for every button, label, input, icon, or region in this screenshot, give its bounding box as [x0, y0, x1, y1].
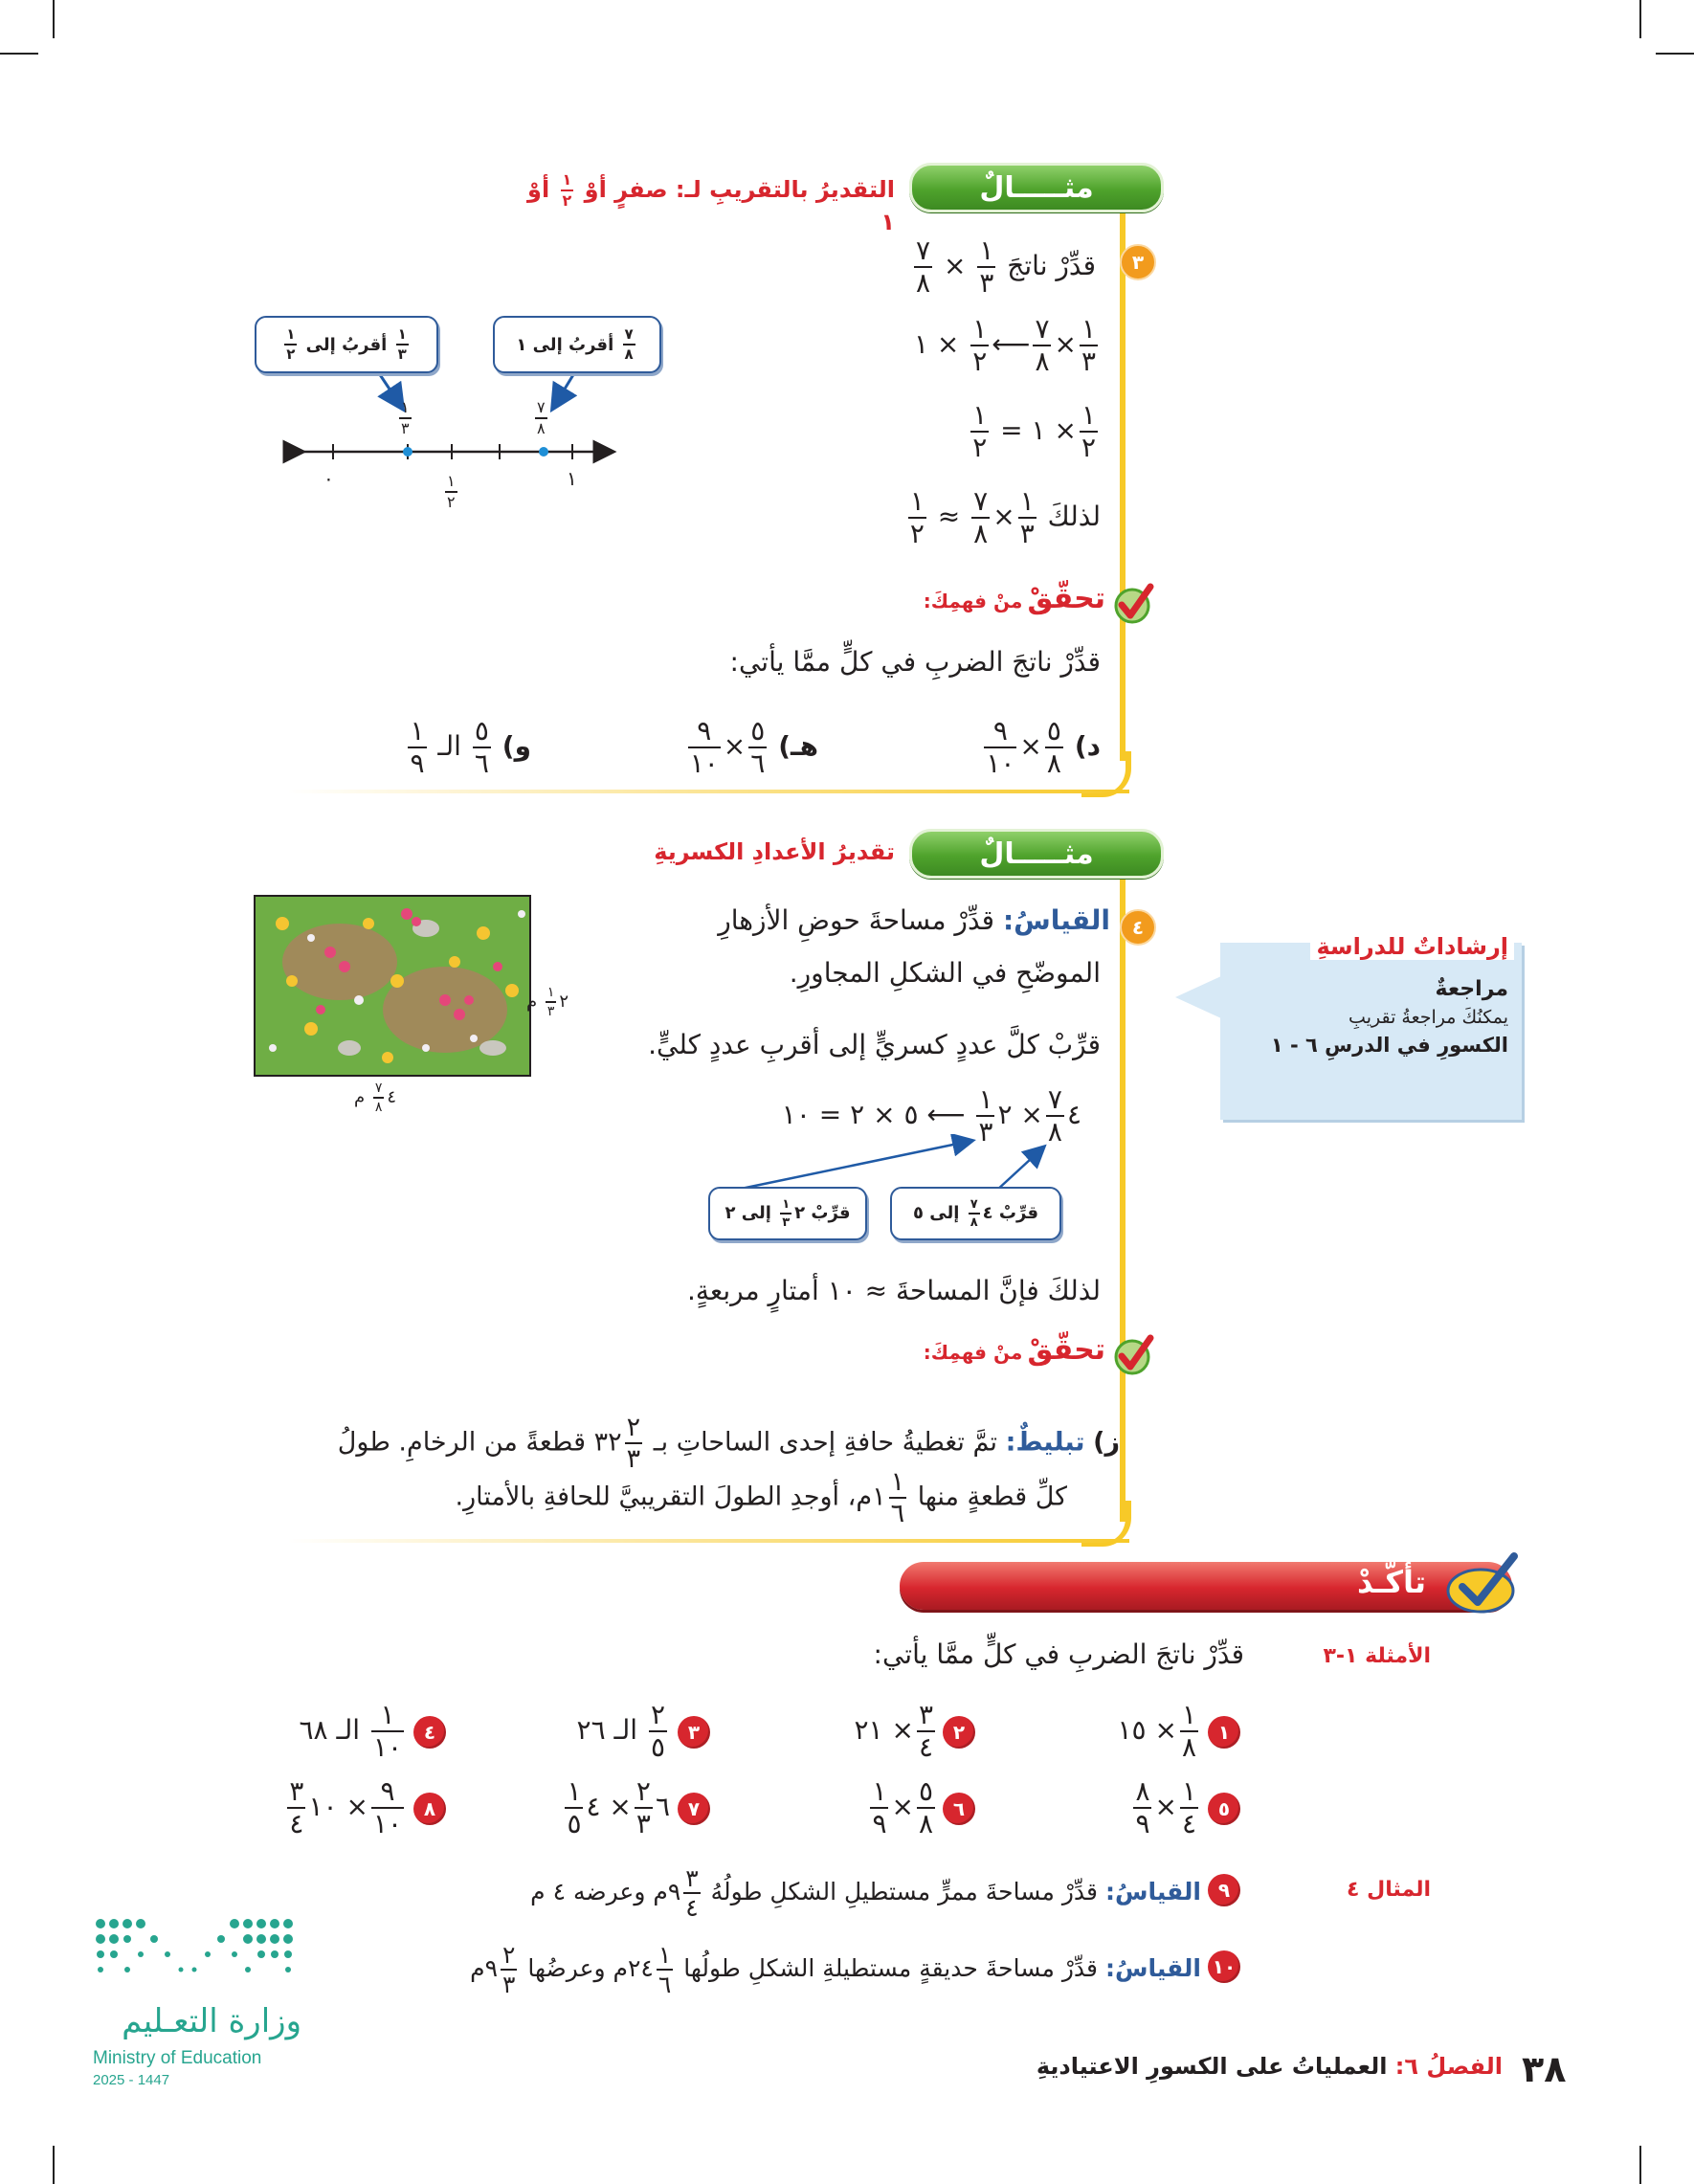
- question-expr: ٩ ١٠ × ١٠ ٣ ٤: [289, 1775, 402, 1839]
- part-label: هـ): [778, 730, 818, 762]
- example-frame-bottom: [287, 790, 1129, 793]
- step-3: لذلكَ ١ ٣ × ٧ ٨ ≈ ١ ٢: [909, 485, 1101, 549]
- question-number: ٦: [943, 1793, 975, 1825]
- confirm-instruction: قدِّرْ ناتجَ الضربِ في كلٍّ ممَّا يأتي:: [873, 1638, 1244, 1670]
- callout-text: قرِّبْ ٤ ٧ ٨ إلى ٥: [913, 1197, 1038, 1230]
- question-number: ١: [1208, 1716, 1240, 1749]
- callout-round-b: [708, 1187, 867, 1240]
- part-d: د) ٥ ٨ × ٩ ١٠: [986, 715, 1101, 779]
- chapter-name: العملياتُ على الكسورِ الاعتياديةِ: [1036, 2053, 1388, 2080]
- question-number: ٣: [678, 1716, 710, 1749]
- bed-height-label: ٢ ١ ٣ م: [526, 985, 569, 1019]
- check-icon: [1108, 579, 1156, 627]
- ministry-name-ar: وزارة التعـليم: [122, 2002, 301, 2040]
- study-tips-line2: الكسورِ في الدرسِ ٦ - ١: [1270, 1034, 1508, 1057]
- study-tips-pointer: [1175, 976, 1223, 1024]
- step-2: ١ ٢ × ١ = ١ ٢: [972, 399, 1096, 463]
- prompt-text: قدِّرْ ناتجَ: [1007, 250, 1096, 281]
- study-tips-box: [1220, 933, 1522, 1120]
- example4-conclusion: لذلكَ فإنَّ المساحةَ ≈ ١٠ أمتارٍ مربعةٍ.: [686, 1275, 1101, 1306]
- question-expr: ٦ ٢ ٣ × ٤ ١ ٥: [567, 1775, 670, 1839]
- crop-mark: [1656, 53, 1694, 55]
- example4-calc: ٤ ٧ ٨ × ٢ ١ ٣ ⟵ ٥ × ٢ = ١٠: [781, 1083, 1081, 1148]
- ministry-year: 2025 - 1447: [93, 2072, 170, 2088]
- crop-mark: [0, 53, 38, 55]
- example-number-text: ٤: [1131, 916, 1145, 939]
- study-tips-sub: مراجعةٌ: [1435, 977, 1508, 1001]
- question-expr: ١ ٤ × ٨ ٩: [1135, 1775, 1196, 1839]
- ministry-logo-icon: [91, 1914, 311, 1991]
- example-number: [1120, 909, 1156, 946]
- measure-label: القياسُ:: [1104, 1878, 1201, 1905]
- question-expr: ١ ٨ × ١٥: [1117, 1699, 1196, 1763]
- axis-label: ٠: [323, 467, 334, 490]
- question-number: ٨: [413, 1793, 446, 1825]
- study-tips-title: إرشاداتٌ للدراسةِ: [1310, 933, 1514, 960]
- question-expr: ٥ ٨ × ١ ٩: [872, 1775, 933, 1839]
- question-number: ٥: [1208, 1793, 1240, 1825]
- measure-label: القياسُ:: [1104, 1954, 1201, 1982]
- check-heading-sub: منْ فهمِكَ:: [923, 590, 1023, 613]
- example-number-text: ٣: [1131, 251, 1145, 274]
- bed-width-label: ٤ ٧ ٨ م: [354, 1081, 397, 1115]
- callout-text: أقربُ إلى: [305, 334, 388, 355]
- check-heading-main: تحقّقْ: [1027, 582, 1105, 615]
- example4-line3: قرِّبْ كلَّ عددٍ كسريٍّ إلى أقربِ عددٍ كليٍّ.: [648, 1029, 1101, 1060]
- point-label: ١ ٣: [401, 398, 410, 437]
- fraction: ١ ٣: [979, 234, 994, 299]
- axis-label: ١: [567, 467, 577, 490]
- example-pill-label: مثـــــالٌ: [979, 170, 1094, 205]
- crop-mark: [53, 0, 55, 38]
- flower-bed-image: [254, 895, 531, 1077]
- callout-seven-eighths: ٧ ٨ أقربُ إلى ١: [493, 316, 661, 373]
- tiling-line-2: كلِّ قطعةٍ منها ١ ٦ ١م، أوجدِ الطولَ التقريبيَّ للحافةِ بالأمتارِ.: [455, 1467, 1067, 1528]
- ministry-name-en: Ministry of Education: [93, 2048, 262, 2068]
- check-heading: [909, 1333, 1105, 1367]
- question-number: ٢: [943, 1716, 975, 1749]
- confirm-banner-label: تأكَّـدْ: [1356, 1564, 1426, 1600]
- chapter-label: الفصلُ ٦:: [1394, 2053, 1503, 2080]
- question-expr: ١ ١٠ الـ ٦٨: [299, 1699, 402, 1763]
- example-frame: [1120, 191, 1126, 761]
- question-number: ٤: [413, 1716, 446, 1749]
- check-heading-main: تحقّقْ: [1027, 1333, 1105, 1367]
- fraction: ٧ ٨: [916, 234, 931, 299]
- conclusion-word: لذلكَ: [1047, 501, 1101, 532]
- check-instruction: قدِّرْ ناتجَ الضربِ في كلٍّ ممَّا يأتي:: [729, 646, 1101, 678]
- check-heading-sub: منْ فهمِكَ:: [923, 1341, 1023, 1364]
- line-text: قدِّرْ مساحةَ حوضِ الأزهارِ: [718, 904, 995, 936]
- page-number: ٣٨: [1522, 2048, 1567, 2090]
- crop-mark: [53, 2146, 55, 2184]
- example-frame: [1120, 861, 1126, 1522]
- part-e: هـ) ٥ ٦ × ٩ ١٠: [689, 715, 818, 779]
- axis-label: ١ ٢: [447, 472, 456, 511]
- step-1: ١ ٣ × ٧ ٨ ⟵ ١ ٢ × ١: [913, 313, 1096, 377]
- question-10: القياسُ: قدِّرْ مساحةَ حديقةٍ مستطيلةِ الشكلِ طولُها ١ ٦ ٢٤م وعرضُها ٢ ٣ ٩م: [470, 1941, 1201, 1998]
- example-ref: المثال ٤: [1347, 1878, 1431, 1902]
- question-expr: ٢ ٥ الـ ٢٦: [576, 1699, 665, 1763]
- question-number: ٩: [1208, 1874, 1240, 1906]
- crop-mark: [1639, 0, 1641, 38]
- crop-mark: [1639, 2146, 1641, 2184]
- example-title: [512, 172, 895, 235]
- examples-ref: الأمثلة ١-٣: [1323, 1644, 1431, 1668]
- question-9: القياسُ: قدِّرْ مساحةَ ممرٍّ مستطيلِ الشكلِ طولُهُ ٣ ٤ ٩م وعرضه ٤ م: [530, 1864, 1201, 1922]
- study-tips-line1: يمكنُكَ مراجعةُ تقريبِ: [1349, 1007, 1508, 1028]
- question-number: ٧: [678, 1793, 710, 1825]
- callout-one-third: ١ ٣ أقربُ إلى ١ ٢: [255, 316, 438, 373]
- example4-line1: [670, 904, 1110, 936]
- question-number: ١٠: [1208, 1950, 1240, 1983]
- part-f: و) ٥ ٦ الـ ١ ٩: [410, 715, 531, 779]
- measure-label: القياسُ:: [1002, 904, 1110, 936]
- point-label: ٧ ٨: [537, 398, 546, 437]
- example4-line2: الموضّحِ في الشكلِ المجاورِ.: [789, 957, 1101, 989]
- tiling-line-1: ز) تبليطٌ: تمَّ تغطيةُ حافةِ إحدى الساحاتِ بـ ٢ ٣ ٣٢ قطعةً من الرخامِ. طولُ: [337, 1413, 1120, 1474]
- example-frame-bottom: [287, 1539, 1129, 1543]
- check-icon: [1108, 1330, 1156, 1378]
- chapter-title: [1005, 2053, 1503, 2080]
- example-prompt: قدِّرْ ناتجَ ١ ٣ × ٧ ٨: [916, 234, 1096, 299]
- example-number: [1120, 244, 1156, 280]
- callout-text: قرِّبْ ٢ ١ ٣ إلى ٢: [724, 1197, 851, 1230]
- part-label: ز): [1093, 1427, 1120, 1458]
- example-pill-label: مثـــــالٌ: [979, 836, 1094, 871]
- callout-text: أقربُ إلى ١: [516, 334, 614, 355]
- tiling-word: تبليطٌ:: [1005, 1427, 1085, 1458]
- example-title: تقديرُ الأعدادِ الكسريةِ: [654, 838, 895, 865]
- part-label: د): [1074, 730, 1101, 762]
- confirm-check-icon: [1438, 1550, 1524, 1617]
- part-label: و): [502, 730, 531, 762]
- example-pill: [909, 829, 1164, 879]
- example-pill: [909, 163, 1164, 212]
- callout-round-a: [890, 1187, 1061, 1240]
- check-heading: [909, 582, 1105, 615]
- example-title-text: التقديرُ بالتقريبِ لـ: صفرٍ أوْ ١ ٢ أوْ ١: [527, 170, 895, 235]
- question-expr: ٣ ٤ × ٢١: [854, 1699, 933, 1763]
